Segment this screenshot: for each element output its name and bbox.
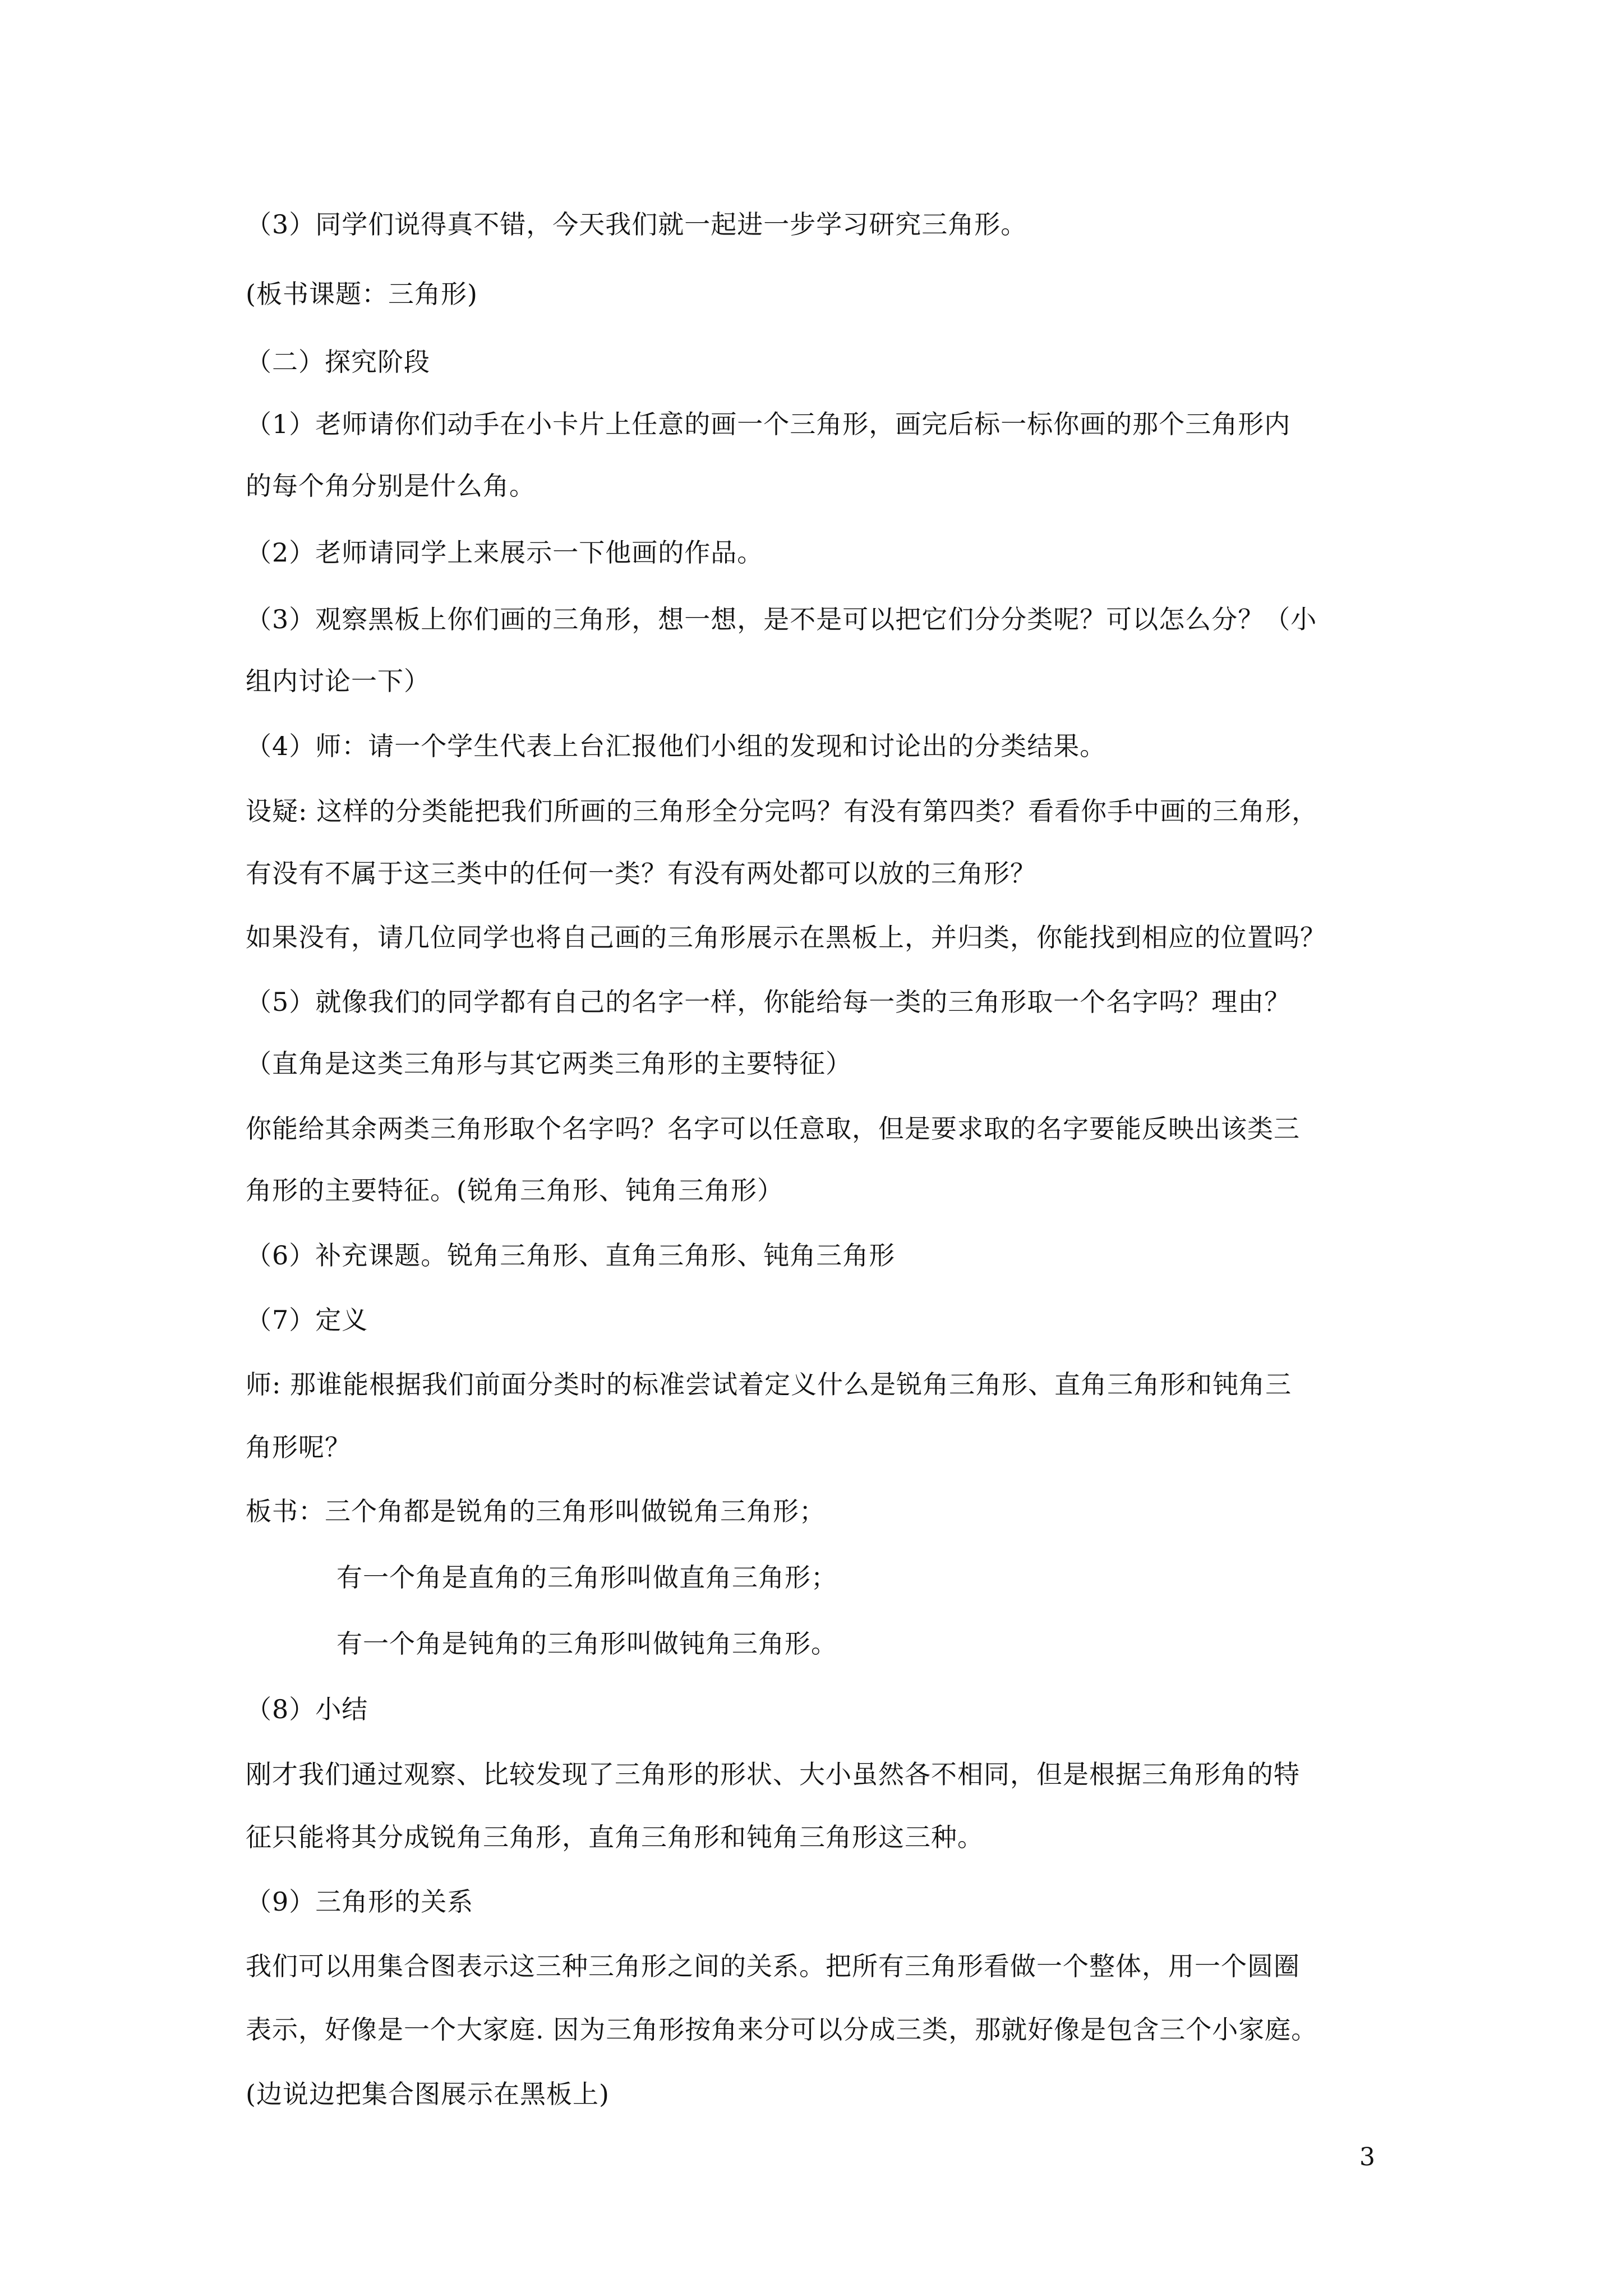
text-line: 的每个角分别是什么角。 <box>246 471 536 501</box>
section-heading: （二）探究阶段 <box>246 347 430 377</box>
page-number: 3 <box>1359 2143 1375 2171</box>
text-line: （5）就像我们的同学都有自己的名字一样，你能给每一类的三角形取一个名字吗？理由？ <box>246 987 1291 1017</box>
text-line: 设疑: 这样的分类能把我们所画的三角形全分完吗？有没有第四类？看看你手中画的三角形， <box>246 796 1318 826</box>
text-line: 刚才我们通过观察、比较发现了三角形的形状、大小虽然各不相同，但是根据三角形角的特 <box>246 1759 1300 1789</box>
text-line: （3）观察黑板上你们画的三角形，想一想，是不是可以把它们分分类呢？可以怎么分？（小 <box>246 604 1317 634</box>
text-line: 你能给其余两类三角形取个名字吗？名字可以任意取，但是要求取的名字要能反映出该类三 <box>246 1114 1300 1144</box>
text-line: （7）定义 <box>246 1305 368 1335</box>
text-line: （3）同学们说得真不错，今天我们就一起进一步学习研究三角形。 <box>246 209 1027 240</box>
text-line: 征只能将其分成锐角三角形，直角三角形和钝角三角形这三种。 <box>246 1822 984 1852</box>
text-line: 组内讨论一下） <box>246 666 430 696</box>
text-line: 角形的主要特征。(锐角三角形、钝角三角形） <box>246 1175 783 1205</box>
text-line: （4）师：请一个学生代表上台汇报他们小组的发现和讨论出的分类结果。 <box>246 731 1106 761</box>
text-line: 如果没有，请几位同学也将自己画的三角形展示在黑板上，并归类，你能找到相应的位置吗？ <box>246 922 1326 953</box>
text-line: （8）小结 <box>246 1694 368 1724</box>
text-line: 有没有不属于这三类中的任何一类？有没有两处都可以放的三角形？ <box>246 858 1036 889</box>
text-line: 角形呢？ <box>246 1432 351 1462</box>
text-line: 师: 那谁能根据我们前面分类时的标准尝试着定义什么是锐角三角形、直角三角形和钝角三 <box>246 1369 1292 1400</box>
text-line: 有一个角是钝角的三角形叫做钝角三角形。 <box>336 1628 837 1659</box>
text-line: 有一个角是直角的三角形叫做直角三角形； <box>336 1562 837 1593</box>
text-line: (板书课题：三角形) <box>246 279 478 309</box>
text-line: (边说边把集合图展示在黑板上) <box>246 2079 610 2109</box>
text-line: （1）老师请你们动手在小卡片上任意的画一个三角形，画完后标一标你画的那个三角形内 <box>246 409 1291 439</box>
text-line: （9）三角形的关系 <box>246 1887 474 1917</box>
text-line: 板书：三个角都是锐角的三角形叫做锐角三角形； <box>246 1496 826 1526</box>
text-line: （直角是这类三角形与其它两类三角形的主要特征） <box>246 1048 852 1079</box>
text-line: （6）补充课题。锐角三角形、直角三角形、钝角三角形 <box>246 1240 896 1271</box>
text-line: 我们可以用集合图表示这三种三角形之间的关系。把所有三角形看做一个整体，用一个圆圈 <box>246 1951 1300 1981</box>
text-line: （2）老师请同学上来展示一下他画的作品。 <box>246 537 764 568</box>
text-line: 表示，好像是一个大家庭. 因为三角形按角来分可以分成三类，那就好像是包含三个小家庭。 <box>246 2014 1318 2045</box>
